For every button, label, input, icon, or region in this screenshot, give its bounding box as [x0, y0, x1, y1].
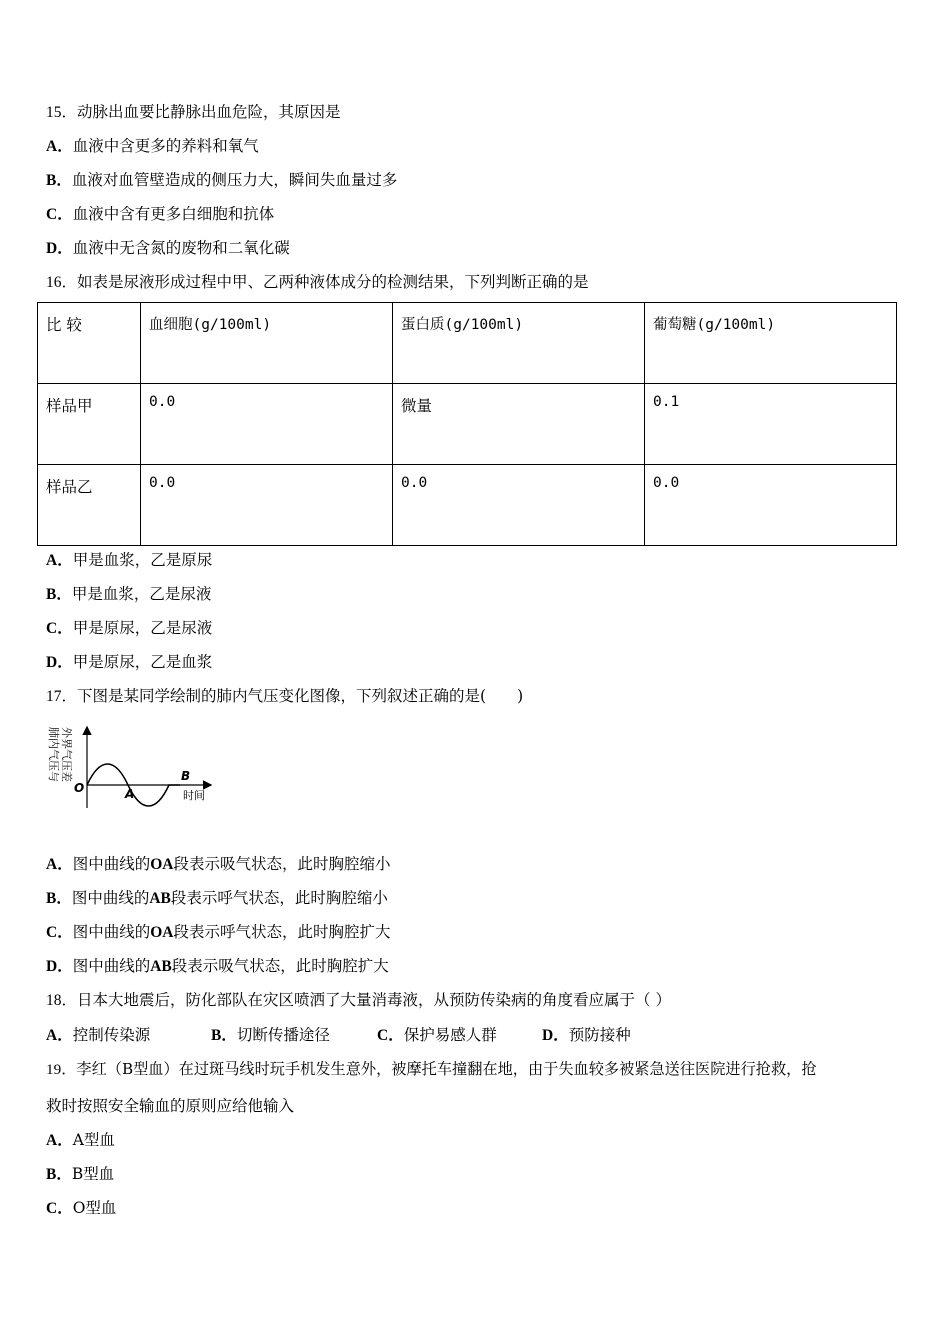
option-label: C． — [46, 206, 73, 223]
table-header-cell: 比 较 — [38, 303, 141, 384]
q15-stem-text: 动脉出血要比静脉出血危险，其原因是 — [77, 103, 341, 121]
option-label: C． — [377, 1027, 404, 1044]
option-text: 图中曲线的 — [72, 855, 151, 873]
option-text: O型血 — [72, 1199, 117, 1217]
q17-stem-text: 下图是某同学绘制的肺内气压变化图像，下列叙述正确的是( ) — [77, 687, 524, 705]
option-text: 段表示呼气状态，此时胸腔扩大 — [173, 923, 391, 941]
q17-option-d[interactable] — [46, 956, 389, 977]
option-text: 血液对血管壁造成的侧压力大，瞬间失血量过多 — [71, 171, 398, 189]
q18-stem — [46, 990, 671, 1011]
option-label: B． — [46, 586, 72, 603]
q19-option-c[interactable] — [46, 1198, 116, 1219]
option-label: B． — [46, 890, 72, 907]
option-text: 预防接种 — [568, 1026, 631, 1044]
option-text: 甲是血浆，乙是原尿 — [72, 551, 213, 569]
q16-number: 16． — [46, 274, 78, 291]
q16-option-b[interactable] — [46, 584, 211, 605]
option-label: C． — [46, 1200, 73, 1217]
table-cell: 样品乙 — [38, 465, 141, 546]
option-label: C． — [46, 620, 73, 637]
q19-stem-line1 — [46, 1059, 817, 1080]
segment-label: AB — [149, 890, 171, 907]
option-label: A． — [46, 552, 73, 569]
table-cell: 样品甲 — [38, 384, 141, 465]
q18-option-c[interactable] — [377, 1025, 497, 1046]
table-cell: 0.0 — [141, 465, 393, 546]
option-text: 控制传染源 — [72, 1026, 151, 1044]
option-label: B． — [211, 1027, 237, 1044]
option-text: 血液中无含氮的废物和二氧化碳 — [72, 239, 290, 257]
table-cell: 0.1 — [645, 384, 897, 465]
option-label: B． — [46, 1166, 72, 1183]
option-text: 血液中含更多的养料和氧气 — [72, 137, 259, 155]
q19-number: 19． — [46, 1061, 77, 1078]
option-text: 甲是原尿，乙是尿液 — [72, 619, 213, 637]
option-text: 切断传播途径 — [236, 1026, 330, 1044]
q17-stem — [46, 686, 523, 707]
option-text: 段表示呼气状态，此时胸腔缩小 — [170, 889, 388, 907]
q16-stem-text: 如表是尿液形成过程中甲、乙两种液体成分的检测结果，下列判断正确的是 — [77, 273, 589, 291]
option-text: 血液中含有更多白细胞和抗体 — [72, 205, 275, 223]
q18-stem-text: 日本大地震后，防化部队在灾区喷洒了大量消毒液，从预防传染病的角度看应属于（ ） — [77, 991, 671, 1009]
q15-stem — [46, 102, 341, 123]
table-header-cell — [141, 303, 393, 384]
header-text: 蛋白质(g/100ml) — [401, 317, 524, 333]
q16-option-c[interactable] — [46, 618, 212, 639]
q19-stem-line2: 救时按照安全输血的原则应给他输入 — [46, 1097, 295, 1115]
option-text: 图中曲线的 — [72, 957, 151, 975]
option-text: 图中曲线的 — [71, 889, 150, 907]
table-header-row — [38, 303, 897, 384]
option-label: A． — [46, 138, 73, 155]
q15-number: 15． — [46, 104, 78, 121]
option-label: A． — [46, 1027, 73, 1044]
q18-option-d[interactable] — [542, 1025, 631, 1046]
option-text: 保护易感人群 — [403, 1026, 497, 1044]
q19-option-a[interactable] — [46, 1130, 115, 1151]
q18-option-a[interactable] — [46, 1025, 150, 1046]
q17-option-c[interactable] — [46, 922, 390, 943]
table-row — [38, 384, 897, 465]
q16-option-a[interactable] — [46, 550, 212, 571]
q16-data-table — [37, 302, 897, 546]
option-label: B． — [46, 172, 72, 189]
option-text: 图中曲线的 — [72, 923, 151, 941]
table-cell: 0.0 — [393, 465, 645, 546]
option-label: D． — [46, 958, 73, 975]
option-label: D． — [542, 1027, 569, 1044]
table-row — [38, 465, 897, 546]
table-cell: 微量 — [393, 384, 645, 465]
q19-option-b[interactable] — [46, 1164, 114, 1185]
table-header-cell — [645, 303, 897, 384]
q18-number: 18． — [46, 992, 78, 1009]
y-axis-label: 外界气压差 — [60, 727, 73, 782]
point-a-label: A — [125, 787, 135, 801]
option-label: D． — [46, 240, 73, 257]
q15-option-a[interactable] — [46, 136, 259, 157]
option-label: C． — [46, 924, 73, 941]
option-label: A． — [46, 856, 73, 873]
x-axis-label: 时间 — [183, 789, 205, 802]
option-text: 甲是血浆，乙是尿液 — [71, 585, 212, 603]
q15-option-c[interactable] — [46, 204, 274, 225]
point-b-label: B — [181, 769, 191, 783]
origin-label: O — [74, 781, 85, 795]
q15-option-d[interactable] — [46, 238, 290, 259]
y-axis-label: 肺内气压与 — [47, 727, 60, 782]
segment-label: AB — [150, 958, 172, 975]
header-text: 葡萄糖(g/100ml) — [653, 317, 776, 333]
option-text: 甲是原尿，乙是血浆 — [72, 653, 213, 671]
q17-option-b[interactable] — [46, 888, 388, 909]
q19-stem-text: 李红（B型血）在过斑马线时玩手机发生意外，被摩托车撞翻在地，由于失血较多被紧急送往医院进行抢救，抢 — [76, 1060, 817, 1078]
option-text: 段表示吸气状态，此时胸腔扩大 — [171, 957, 389, 975]
table-cell: 0.0 — [141, 384, 393, 465]
table-cell: 0.0 — [645, 465, 897, 546]
option-label: D． — [46, 654, 73, 671]
q16-option-d[interactable] — [46, 652, 212, 673]
header-text: 血细胞(g/100ml) — [149, 317, 272, 333]
q16-stem — [46, 272, 589, 293]
option-text: A型血 — [72, 1131, 115, 1149]
segment-label: OA — [150, 856, 174, 873]
q17-option-a[interactable] — [46, 854, 390, 875]
table-header-cell — [393, 303, 645, 384]
q17-number: 17． — [46, 688, 78, 705]
option-label: A． — [46, 1132, 73, 1149]
q15-option-b[interactable] — [46, 170, 397, 191]
option-text: 段表示吸气状态，此时胸腔缩小 — [173, 855, 391, 873]
pressure-graph — [40, 722, 220, 812]
q18-option-b[interactable] — [211, 1025, 330, 1046]
option-text: B型血 — [71, 1165, 115, 1183]
segment-label: OA — [150, 924, 174, 941]
